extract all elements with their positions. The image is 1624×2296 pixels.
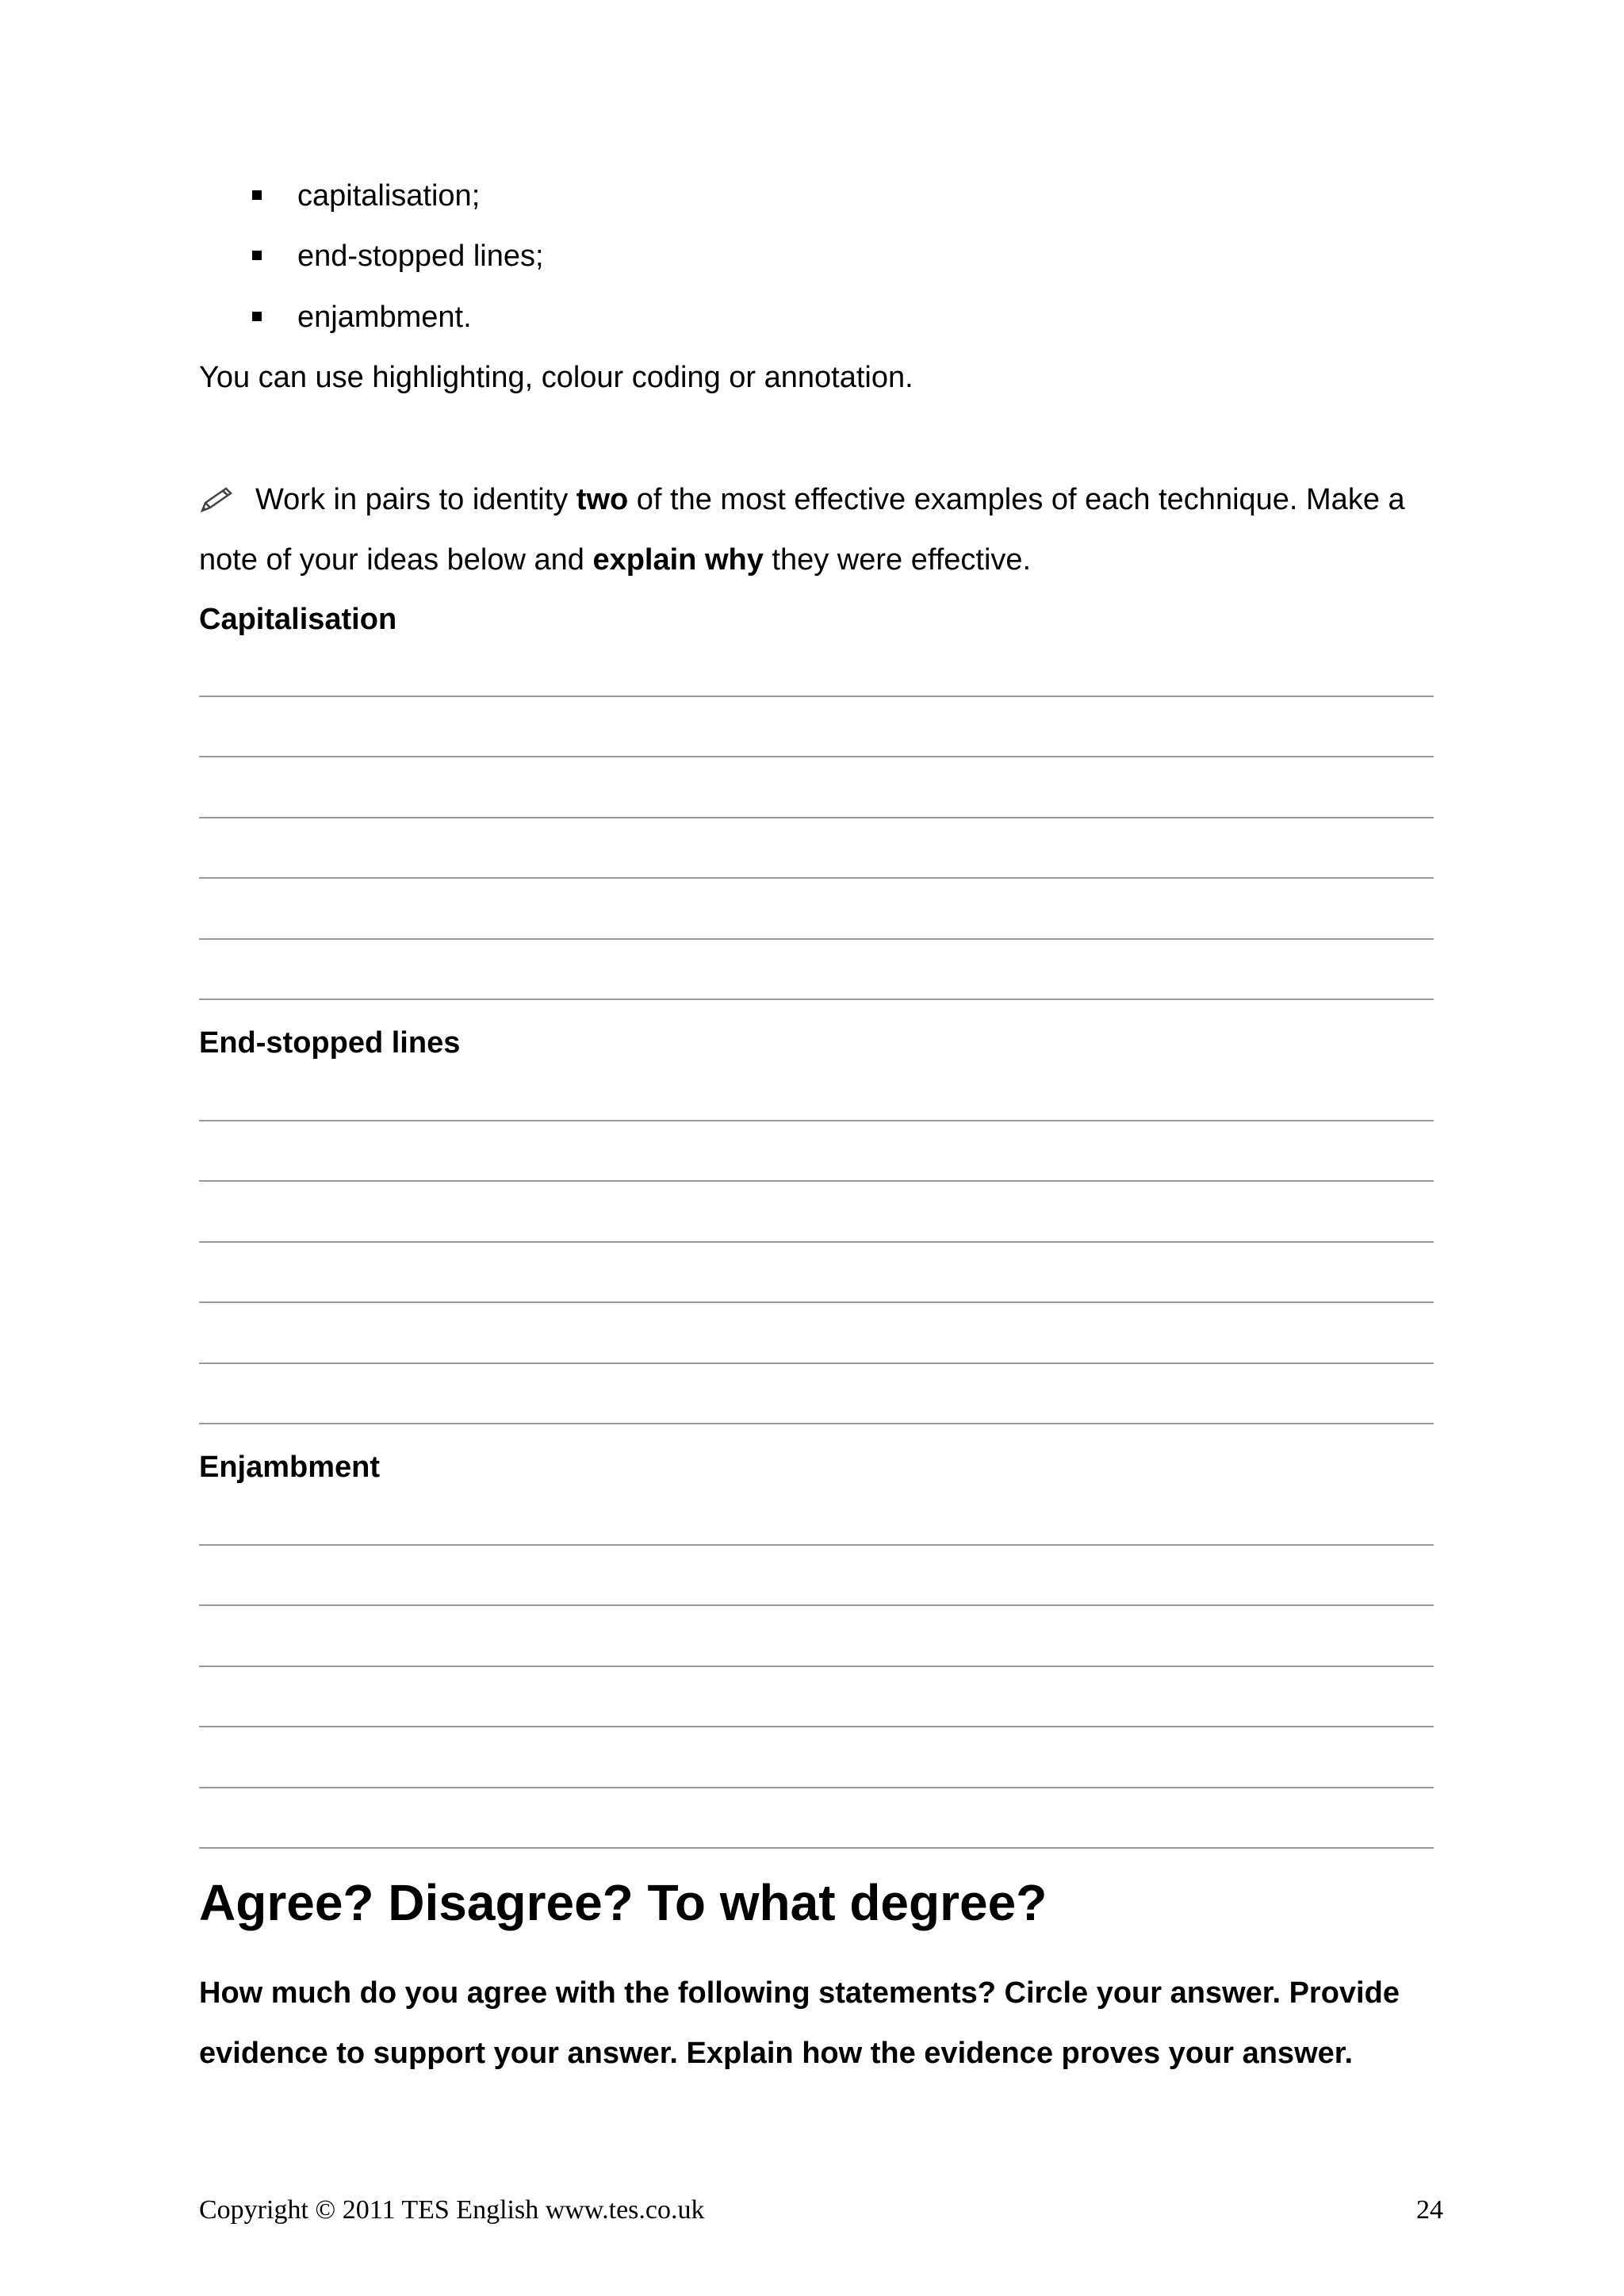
answer-line[interactable]	[199, 1726, 1434, 1727]
answer-line[interactable]	[199, 999, 1434, 1000]
answer-line[interactable]	[199, 1363, 1434, 1364]
answer-line[interactable]	[199, 1604, 1434, 1606]
answer-line[interactable]	[199, 817, 1434, 818]
bullet-marker	[252, 312, 262, 321]
section-heading-end-stopped-lines: End-stopped lines	[199, 1026, 461, 1060]
intro-note: You can use highlighting, colour coding or annotation.	[199, 361, 914, 394]
agree-instructions-line-2: evidence to support your answer. Explain how the evidence proves your answer.	[199, 2037, 1354, 2070]
bullet-item-capitalisation: capitalisation;	[297, 179, 481, 213]
task-line-2: note of your ideas below and explain why they were effective.	[199, 543, 1032, 577]
answer-line[interactable]	[199, 1180, 1434, 1182]
bullet-marker	[252, 251, 262, 260]
bullet-item-end-stopped: end-stopped lines;	[297, 240, 544, 273]
answer-line[interactable]	[199, 1120, 1434, 1121]
answer-line[interactable]	[199, 877, 1434, 879]
answer-line[interactable]	[199, 1787, 1434, 1788]
answer-line[interactable]	[199, 1423, 1434, 1424]
answer-line[interactable]	[199, 1847, 1434, 1849]
answer-line[interactable]	[199, 1665, 1434, 1667]
bullet-item-enjambment: enjambment.	[297, 301, 472, 334]
agree-instructions-line-1: How much do you agree with the following statements? Circle your answer. Provide	[199, 1976, 1400, 2010]
answer-line[interactable]	[199, 756, 1434, 757]
pencil-icon	[199, 485, 234, 514]
footer-copyright: Copyright © 2011 TES English www.tes.co.uk	[199, 2195, 705, 2225]
agree-title: Agree? Disagree? To what degree?	[199, 1874, 1048, 1931]
answer-line[interactable]	[199, 1241, 1434, 1243]
page-number: 24	[1416, 2195, 1443, 2225]
answer-line[interactable]	[199, 938, 1434, 940]
answer-line[interactable]	[199, 1544, 1434, 1546]
section-heading-capitalisation: Capitalisation	[199, 603, 397, 636]
answer-line[interactable]	[199, 696, 1434, 697]
section-heading-enjambment: Enjambment	[199, 1451, 381, 1484]
bullet-marker	[252, 190, 262, 200]
answer-line[interactable]	[199, 1301, 1434, 1303]
task-line-1: Work in pairs to identity two of the most effective examples of each technique. Make a	[255, 483, 1405, 516]
